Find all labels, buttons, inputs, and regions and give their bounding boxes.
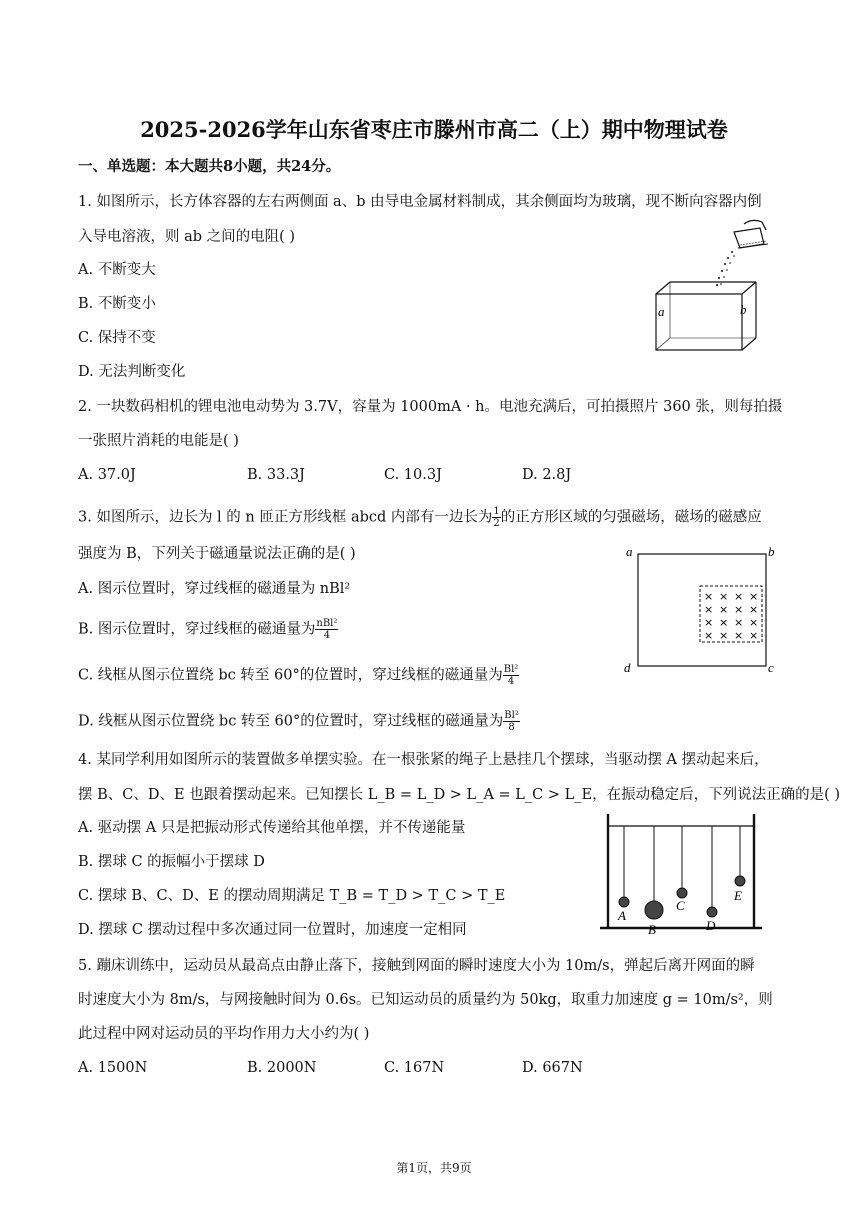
field-mark: × — [719, 603, 729, 616]
q4-stem-line2: 摆 B、C、D、E 也跟着摆动起来。已知摆长 L_B = L_D > L_A = L_C > L_E，在振动稳定后，下列说法正确的是( ) — [78, 787, 841, 803]
field-mark: × — [704, 603, 714, 616]
q1-option-c: C. 保持不变 — [78, 330, 156, 346]
field-mark: × — [704, 590, 714, 603]
q4-option-c: C. 摆球 B、C、D、E 的摆动周期满足 T_B = T_D > T_C > T_E — [78, 888, 506, 904]
q5-option-c: C. 167N — [384, 1060, 445, 1076]
q1-stem-line1: 1. 如图所示，长方体容器的左右两侧面 a、b 由导电金属材料制成，其余侧面均为玻璃，现不断向容器内倒 — [78, 194, 762, 210]
q4-label-d: D — [706, 918, 716, 933]
q3-option-b — [78, 618, 338, 641]
q5-option-a: A. 1500N — [78, 1060, 148, 1076]
q4-label-e: E — [734, 888, 742, 903]
q4-option-d: D. 摆球 C 摆动过程中多次通过同一位置时，加速度一定相同 — [78, 922, 467, 938]
q2-option-b: B. 33.3J — [247, 467, 305, 483]
q5-stem-line3: 此过程中网对运动员的平均作用力大小约为( ) — [78, 1026, 370, 1042]
page-footer: 第1页，共9页 — [396, 1161, 472, 1175]
q4-ball-d — [707, 907, 717, 917]
q2-stem-line1: 2. 一块数码相机的锂电池电动势为 3.7V，容量为 1000mA · h。电池充满后，可拍摄照片 360 张，则每拍摄 — [78, 399, 783, 415]
q3-half-num: 1 — [493, 506, 500, 517]
q4-ball-b — [645, 901, 663, 919]
q3-stem-part2: 的正方形区域的匀强磁场，磁场的磁感应 — [500, 509, 762, 526]
q3-label-c: c — [768, 660, 774, 675]
q3-label-d: d — [624, 660, 631, 675]
q4-ball-e — [735, 876, 745, 886]
q3-option-a: A. 图示位置时，穿过线框的磁通量为 nBl² — [78, 581, 351, 597]
q3-option-b-text: B. 图示位置时，穿过线框的磁通量为 — [78, 621, 316, 638]
page-title: 2025-2026学年山东省枣庄市滕州市高二（上）期中物理试卷 — [140, 117, 728, 142]
q1-label-a: a — [658, 304, 665, 319]
field-mark: × — [719, 629, 729, 642]
q3-option-d-fraction — [503, 710, 520, 733]
q3-stem-line1 — [78, 506, 762, 529]
field-mark: × — [734, 616, 744, 629]
q4-ball-a — [619, 897, 629, 907]
q3-field-marks — [704, 590, 758, 642]
q3-option-d-den: 8 — [508, 722, 515, 733]
liquid-stream — [716, 251, 735, 286]
q4-ball-c — [677, 888, 687, 898]
field-mark: × — [749, 603, 759, 616]
field-mark: × — [734, 629, 744, 642]
field-mark: × — [749, 629, 759, 642]
field-mark: × — [749, 616, 759, 629]
q3-option-c — [78, 664, 519, 687]
q2-stem-line2: 一张照片消耗的电能是( ) — [78, 433, 239, 449]
q4-pendulum-figure — [598, 812, 776, 938]
q3-option-b-fraction — [315, 618, 338, 641]
q4-label-c: C — [676, 898, 685, 913]
field-mark: × — [704, 616, 714, 629]
field-mark: × — [719, 590, 729, 603]
field-mark: × — [734, 603, 744, 616]
q4-stem-line1: 4. 某同学利用如图所示的装置做多单摆实验。在一根张紧的绳子上悬挂几个摆球，当驱动摆 A 摆动起来后， — [78, 752, 769, 768]
q3-option-d-num: Bl² — [504, 710, 519, 721]
q3-option-d-text: D. 线框从图示位置绕 bc 转至 60°的位置时，穿过线框的磁通量为 — [78, 713, 504, 730]
q3-option-b-num: nBl² — [316, 618, 338, 629]
q1-option-a: A. 不断变大 — [78, 262, 156, 278]
q1-stem-line2: 入导电溶液，则 ab 之间的电阻( ) — [78, 229, 296, 245]
q5-option-b: B. 2000N — [247, 1060, 317, 1076]
q1-container-figure — [648, 218, 778, 368]
q5-stem-line2: 时速度大小为 8m/s，与网接触时间为 0.6s。已知运动员的质量约为 50kg，取重力加速度 g = 10m/s²，则 — [78, 992, 773, 1008]
q4-label-b: B — [648, 922, 656, 937]
q1-option-d: D. 无法判断变化 — [78, 364, 186, 380]
field-mark: × — [749, 590, 759, 603]
q3-option-b-den: 4 — [323, 630, 331, 641]
q3-stem-part1: 3. 如图所示，边长为 l 的 n 匝正方形线框 abcd 内部有一边长为 — [78, 509, 493, 526]
q1-option-b: B. 不断变小 — [78, 296, 156, 312]
q5-option-d: D. 667N — [522, 1060, 583, 1076]
q3-label-a: a — [626, 544, 633, 559]
q4-label-a: A — [618, 908, 626, 923]
q2-option-a: A. 37.0J — [78, 467, 136, 483]
q3-half-den: 2 — [493, 518, 500, 529]
q3-option-c-fraction — [503, 664, 520, 687]
q3-option-c-text: C. 线框从图示位置绕 bc 转至 60°的位置时，穿过线框的磁通量为 — [78, 667, 503, 684]
q3-option-c-num: Bl² — [503, 664, 519, 675]
q3-option-c-den: 4 — [507, 676, 515, 687]
pouring-beaker — [734, 220, 768, 248]
q1-label-b: b — [740, 302, 747, 317]
q3-stem-line2: 强度为 B，下列关于磁通量说法正确的是( ) — [78, 546, 356, 562]
field-mark: × — [719, 616, 729, 629]
section-heading: 一、单选题：本大题共8小题，共24分。 — [78, 158, 341, 175]
field-mark: × — [704, 629, 714, 642]
q3-square-coil — [638, 554, 766, 666]
q3-coil-figure — [618, 540, 782, 680]
q2-option-c: C. 10.3J — [384, 467, 442, 483]
q3-label-b: b — [768, 544, 775, 559]
q3-half-fraction — [492, 506, 500, 529]
q5-stem-line1: 5. 蹦床训练中，运动员从最高点由静止落下，接触到网面的瞬时速度大小为 10m/s，弹起后离开网面的瞬 — [78, 958, 755, 974]
q4-option-a: A. 驱动摆 A 只是把振动形式传递给其他单摆，并不传递能量 — [78, 820, 466, 836]
q4-option-b: B. 摆球 C 的振幅小于摆球 D — [78, 854, 265, 870]
q2-option-d: D. 2.8J — [522, 467, 572, 483]
q3-option-d — [78, 710, 520, 733]
field-mark: × — [734, 590, 744, 603]
